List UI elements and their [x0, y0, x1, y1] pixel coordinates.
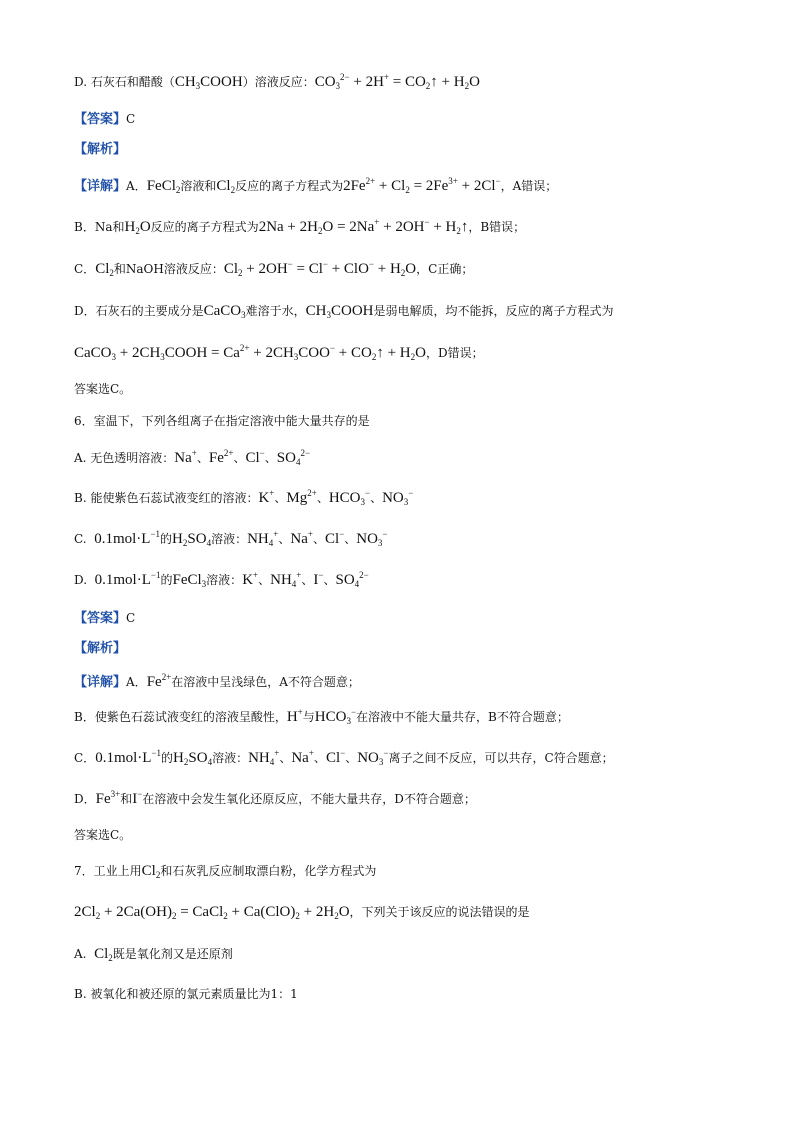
q5-answer: 【答案】C: [74, 112, 136, 127]
q6-conclusion: 答案选C。: [74, 828, 132, 842]
q6-stem: 6．室温下，下列各组离子在指定溶液中能大量共存的是: [74, 414, 370, 428]
q5-detail-d-line1: D．石灰石的主要成分是CaCO$_3$难溶于水，$CH_3COOH$是弱电解质，均不能拆，反应的离子方程式为: [74, 303, 614, 320]
q5-conclusion: 答案选C。: [74, 382, 132, 396]
q6-detail-a: 【详解】A．$Fe^{2+}$在溶液中呈浅绿色，A不符合题意；: [74, 672, 360, 690]
q6-detail-c: C．$0.1mol\cdot L^{-1}$的$H_2SO_4$溶液：$NH_4^+$、Na+、Cl−、$NO_3^-$离子之间不反应，可以共存，C符合题意；: [74, 748, 614, 767]
q6-option-d: D. $0.1mol\cdot L^{-1}$的FeCl$_3$溶液：K+、$NH_4^+$、I−、$SO_4^{2-}$: [74, 570, 369, 589]
q6-option-a: A. 无色透明溶液：Na+、$Fe^{2+}$、Cl−、$SO_4^{2-}$: [74, 448, 311, 467]
q7-option-b: B. 被氧化和被还原的氯元素质量比为1：1: [74, 987, 298, 1001]
q5-detail-b: B．Na和$H_2O$反应的离子方程式为$2Na + 2H_2O = 2Na^+ + 2OH^-$ + $H_2↑$，B错误；: [74, 217, 526, 236]
q5-detail-d-line2: CaCO$_3$ + $2CH_3COOH = Ca^{2+} + 2CH_3COO^-$ + $CO_2↑ + H_2O$，D错误；: [74, 343, 484, 362]
q7-stem-line1: 7．工业上用$Cl_2$和石灰乳反应制取漂白粉，化学方程式为: [74, 863, 377, 880]
q5-detail-a: 【详解】A．FeCl$_2$溶液和$Cl_2$反应的离子方程式为$2Fe^{2+} + Cl_2 = 2Fe^{3+} + 2Cl^-$，A错误；: [74, 176, 558, 195]
q7-stem-line2: $2Cl_2 + 2Ca(OH)_2$ = CaCl$_2$ + $Ca(ClO)_2 + 2H_2O$，下列关于该反应的说法错误的是: [74, 904, 530, 921]
q5-option-d: D. 石灰石和醋酸$(CH_3COOH)$溶液反应：$CO_3^{2-} + 2H^+$ = $CO_2↑ + H_2O$: [74, 72, 480, 91]
q6-detail-b: B．使紫色石蕊试液变红的溶液呈酸性，H+与$HCO_3^-$在溶液中不能大量共存，B不符合题意；: [74, 707, 569, 726]
q6-option-c: C. $0.1mol\cdot L^{-1}$的$H_2SO_4$溶液：$NH_4^+$、Na+、Cl−、$NO_3^-$: [74, 529, 388, 548]
q7-option-a: A. $Cl_2$既是氧化剂又是还原剂: [74, 946, 233, 963]
q6-analysis-heading: 【解析】: [74, 641, 127, 656]
q6-answer: 【答案】C: [74, 611, 136, 626]
q6-detail-d: D．$Fe^{3+}$和I−在溶液中会发生氧化还原反应，不能大量共存，D不符合题意；: [74, 789, 476, 807]
q5-analysis-heading: 【解析】: [74, 142, 127, 157]
q6-option-b: B. 能使紫色石蕊试液变红的溶液：K+、$Mg^{2+}$、$HCO_3^-$、$NO_3^-$: [74, 488, 414, 507]
q5-detail-c: C．$Cl_2$和NaOH溶液反应：$Cl_2 + 2OH^- = Cl^- + ClO^- + H_2O$，C正确；: [74, 259, 474, 278]
